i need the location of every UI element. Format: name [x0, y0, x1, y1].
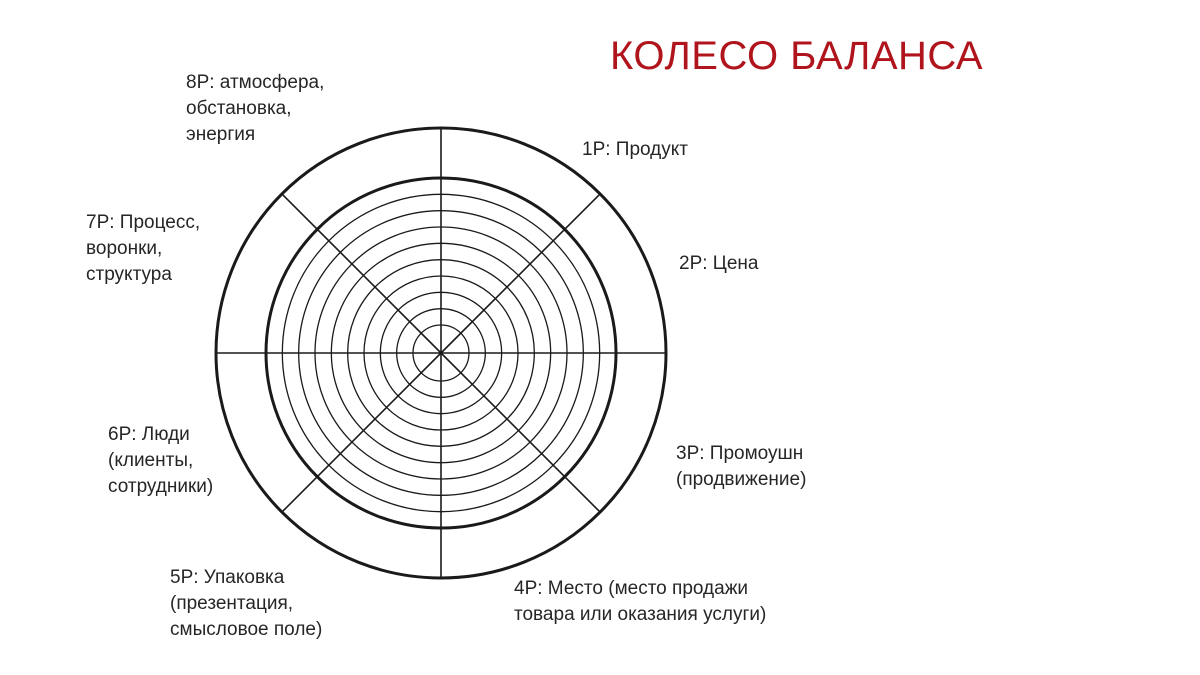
- sector-label-5p-line-1: 5P: Упаковка: [170, 567, 285, 588]
- sector-label-5p-line-3: смысловое поле): [170, 619, 323, 640]
- sector-label-7p: [86, 210, 200, 288]
- sector-label-1p: [582, 137, 688, 163]
- sector-label-8p: [186, 70, 324, 148]
- sector-label-3p-line-1: 3P: Промоушн: [676, 443, 804, 464]
- sector-label-6p-line-3: сотрудники): [108, 476, 214, 497]
- sector-label-1p-line-1: 1P: Продукт: [582, 139, 688, 160]
- sector-label-4p-line-1: 4P: Место (место продажи: [514, 578, 749, 599]
- sector-label-3p: [676, 441, 806, 493]
- sector-label-6p-line-1: 6P: Люди: [108, 424, 190, 445]
- sector-label-8p-line-3: энергия: [186, 124, 256, 145]
- wheel-spoke: [282, 353, 441, 512]
- sector-label-3p-line-2: (продвижение): [676, 469, 807, 490]
- sector-label-7p-line-1: 7P: Процесс,: [86, 212, 201, 233]
- wheel-spoke: [282, 194, 441, 353]
- page-title: КОЛЕСО БАЛАНСА: [610, 34, 984, 78]
- sector-label-5p: [170, 565, 322, 643]
- sector-label-8p-line-2: обстановка,: [186, 98, 292, 119]
- sector-label-6p: [108, 422, 213, 500]
- sector-label-7p-line-2: воронки,: [86, 238, 163, 259]
- wheel-spoke: [441, 194, 600, 353]
- sector-label-5p-line-2: (презентация,: [170, 593, 294, 614]
- sector-label-4p-line-2: товара или оказания услуги): [514, 604, 767, 625]
- sector-label-2p-line-1: 2P: Цена: [679, 253, 759, 274]
- sector-label-2p: [679, 251, 758, 277]
- sector-label-7p-line-3: структура: [86, 264, 172, 285]
- sector-label-4p: [514, 576, 766, 628]
- sector-label-6p-line-2: (клиенты,: [108, 450, 194, 471]
- sector-label-8p-line-1: 8P: атмосфера,: [186, 72, 325, 93]
- wheel-spoke: [441, 353, 600, 512]
